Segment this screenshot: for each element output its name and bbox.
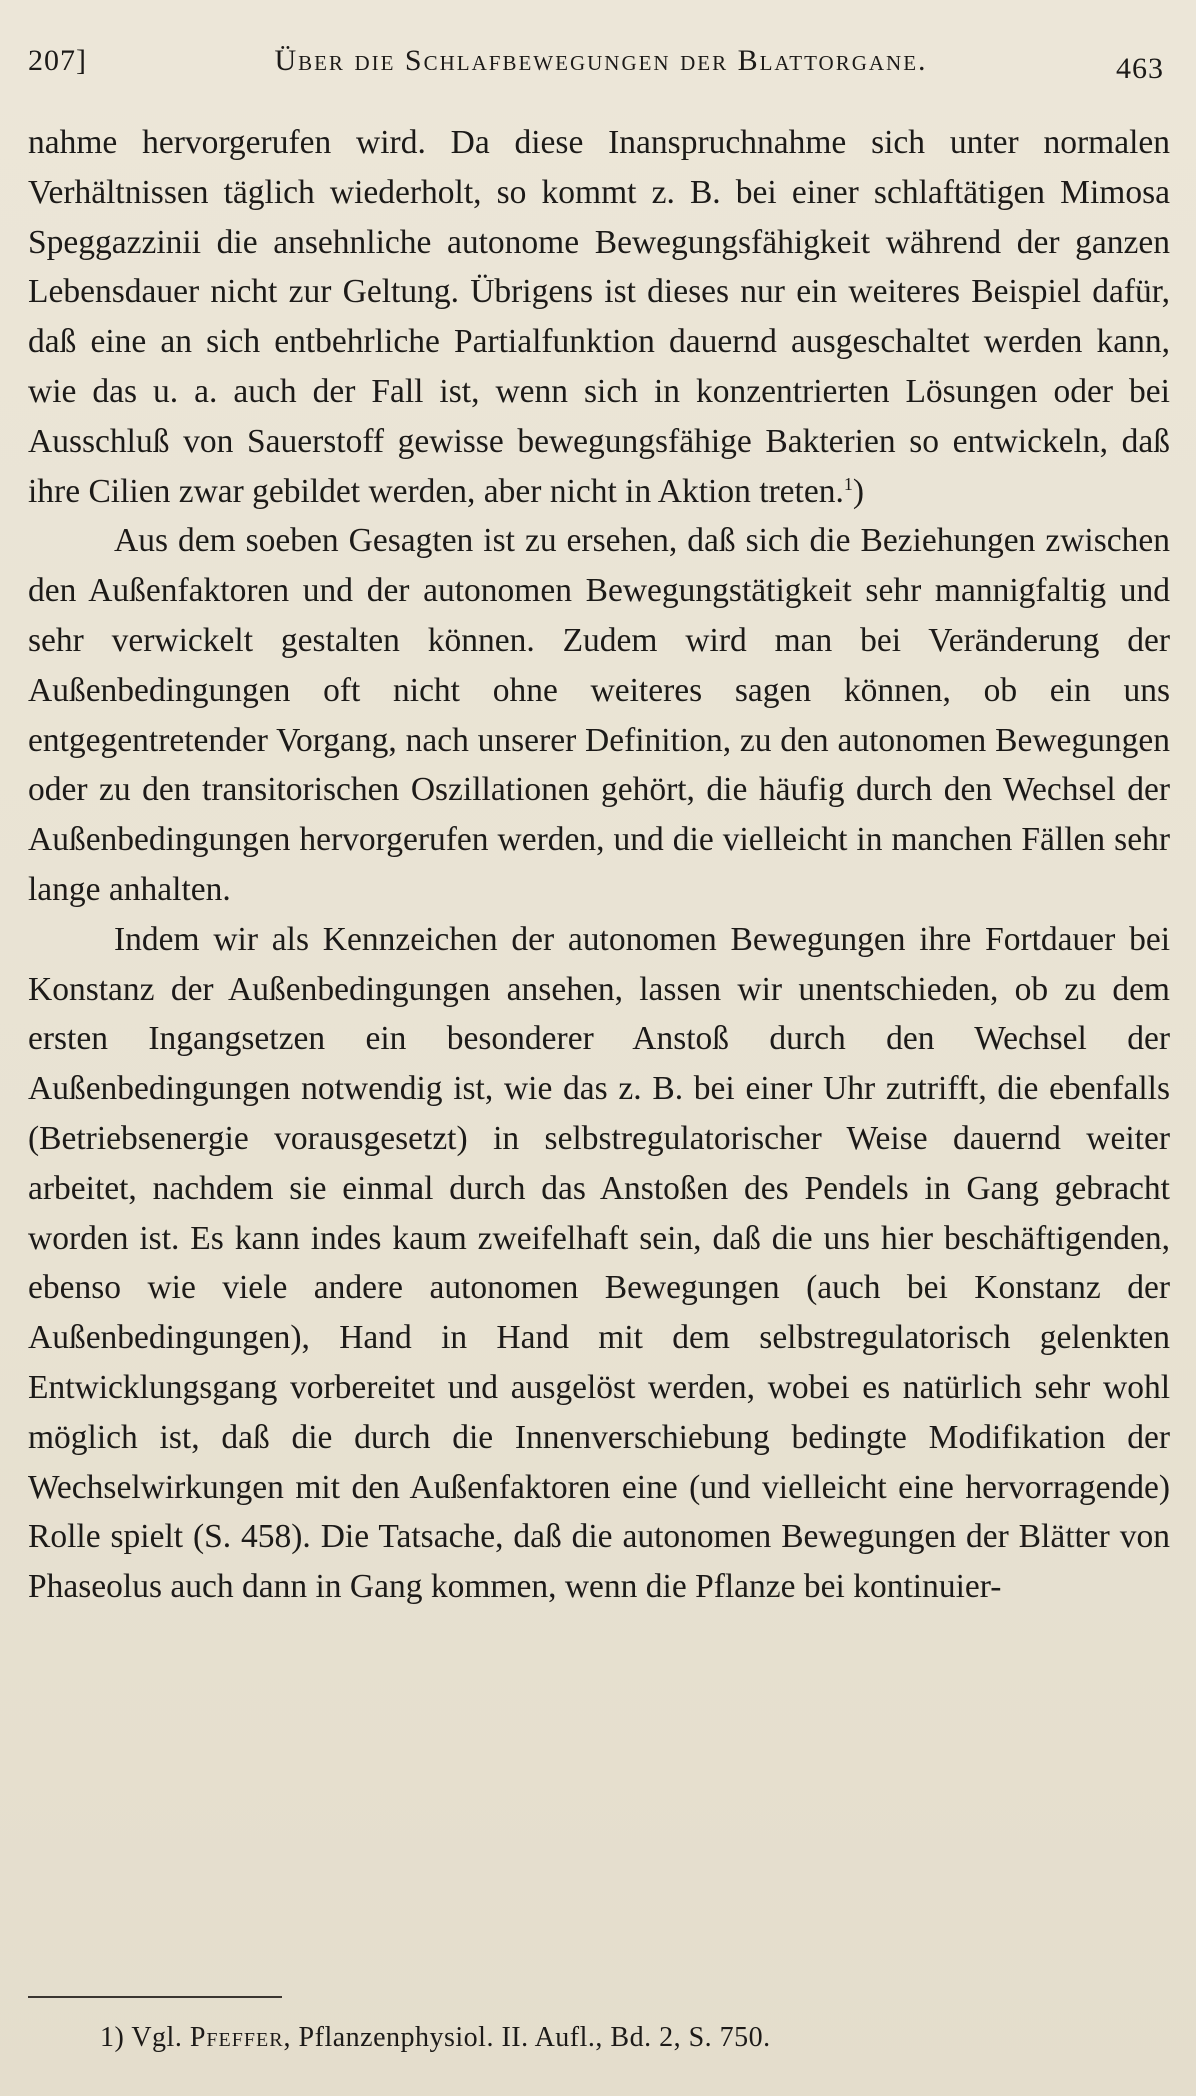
paragraph-3: Indem wir als Kennzeichen der autonomen Bewegungen ihre Fortdauer bei Konstanz der Außenbedingungen ansehen, lassen wir unentschieden, ob zu dem ersten Ingangsetzen ein besonderer Anstoß durch den Wechsel der Außenbedingungen notwendig ist, wie das z. B. bei einer Uhr zutrifft, die ebenfalls (Betriebsenergie vorausgesetzt) in selbstregulatorischer Weise dauernd weiter arbeitet, nachdem sie einmal durch das Anstoßen des Pendels in Gang gebracht worden ist. Es kann indes kaum zweifelhaft sein, daß die uns hier beschäftigenden, ebenso wie viele andere autonomen Bewegungen (auch bei Konstanz der Außenbedingungen), Hand in Hand mit dem selbstregulatorisch gelenkten Entwicklungsgang vorbereitet und ausgelöst werden, wobei es natürlich sehr wohl möglich ist, daß die durch die Innenverschiebung bedingte Modifikation der Wechselwirkungen mit den Außenfaktoren eine (und vielleicht eine hervorragende) Rolle spielt (S. 458). Die Tatsache, daß die autonomen Bewegungen der Blätter von Phaseolus auch dann in Gang kommen, wenn die Pflanze bei kontinuier- — [28, 920, 1170, 1606]
footnote-reference: 1 — [843, 473, 853, 494]
paragraph-1-text: nahme hervorgerufen wird. Da diese Inanspruchnahme sich unter normalen Verhältnissen täglich wiederholt, so kommt z. B. bei einer schlaftätigen Mimosa Speggazzinii die ansehnliche autonome Bewegungsfähigkeit während der ganzen Lebensdauer nicht zur Geltung. Übrigens ist dieses nur ein weiteres Beispiel dafür, daß eine an sich entbehrliche Partialfunktion dauernd ausgeschaltet werden kann, wie das u. a. auch der Fall ist, wenn sich in konzentrierten Lösungen oder bei Ausschluß von Sauerstoff gewisse bewegungsfähige Bakterien so entwickeln, daß ihre Cilien zwar gebildet werden, aber nicht in Aktion treten. — [28, 124, 1170, 510]
footnote-citation: , Pflanzenphysiol. II. Aufl., Bd. 2, S. 750. — [283, 2022, 771, 2053]
footnote-reference-paren: ) — [852, 472, 864, 510]
footnote-author: Pfeffer — [189, 2022, 284, 2053]
footnote-pre: Vgl. — [131, 2022, 183, 2053]
running-header — [28, 40, 1174, 90]
footnote-rule — [28, 1996, 282, 1998]
paragraph-1 — [28, 118, 1170, 516]
running-title: Über die Schlafbewegungen der Blattorgane. — [274, 44, 928, 77]
page-number: 463 — [1116, 52, 1164, 85]
body-text — [28, 118, 1170, 1612]
footnote-marker: 1) — [100, 2022, 125, 2053]
page-number-left: 207] — [28, 44, 87, 77]
paragraph-2: Aus dem soeben Gesagten ist zu ersehen, daß sich die Beziehungen zwischen den Außenfaktoren und der autonomen Bewegungstätigkeit sehr mannigfaltig und sehr verwickelt gestalten können. Zudem wird man bei Veränderung der Außenbedingungen oft nicht ohne weiteres sagen können, ob ein uns entgegentretender Vorgang, nach unserer Definition, zu den autonomen Bewegungen oder zu den transitorischen Oszillationen gehört, die häufig durch den Wechsel der Außenbedingungen hervorgerufen werden, und die vielleicht in manchen Fällen sehr lange anhalten. — [28, 522, 1170, 908]
footnote — [100, 2022, 771, 2054]
